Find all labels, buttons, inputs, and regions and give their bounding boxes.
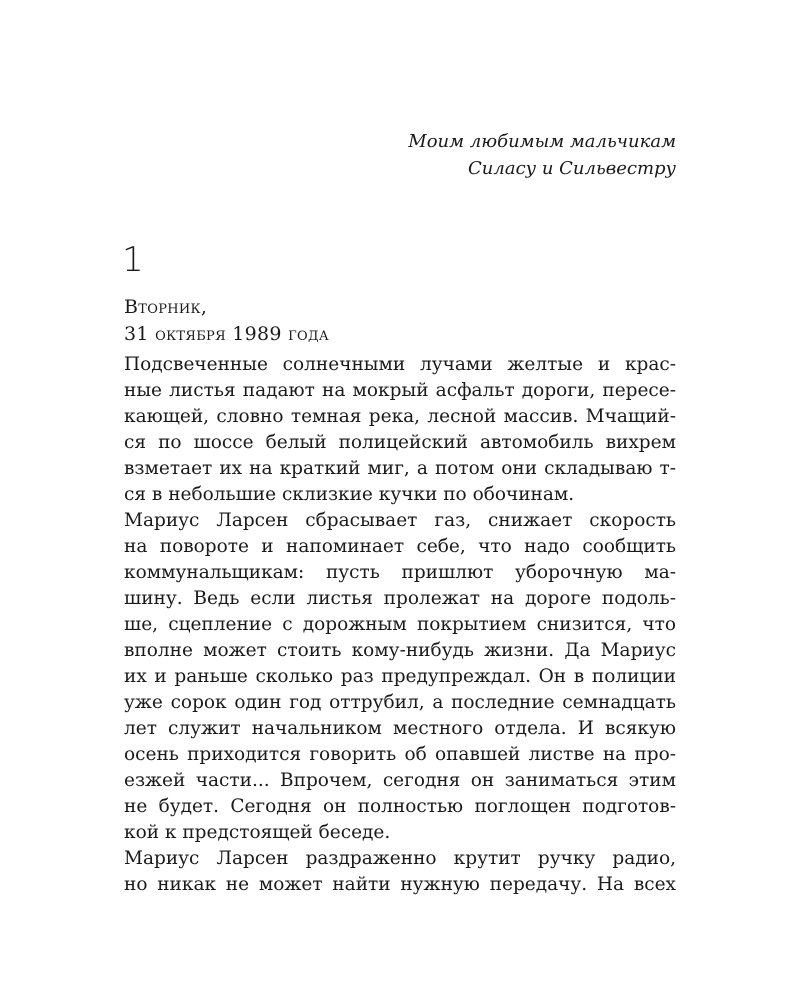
- text-line: коммунальщикам: пусть пришлют уборочную ма-: [124, 562, 676, 583]
- dedication: [408, 128, 676, 182]
- chapter-date-line-2: 31 октября 1989 года: [124, 323, 330, 345]
- text-line: езжей части... Впрочем, сегодня он заниматься этим: [124, 770, 676, 791]
- text-line: лет служит начальником местного отдела. И всякую: [124, 718, 676, 739]
- dedication-line-2: Силасу и Сильвестру: [468, 158, 676, 179]
- text-line: ся по шоссе белый полицейский автомобиль вихрем: [124, 432, 676, 453]
- chapter-body-text: [124, 352, 676, 898]
- text-line: кающей, словно темная река, лесной массив. Мчащий-: [124, 406, 676, 427]
- text-line: кой к предстоящей беседе.: [124, 822, 391, 843]
- text-line: Мариус Ларсен раздраженно крутит ручку радио,: [124, 848, 676, 869]
- text-line: ся в небольшие склизкие кучки по обочинам.: [124, 484, 575, 505]
- text-line: взметает их на краткий миг, а потом они складываю т-: [124, 458, 676, 479]
- chapter-number: 1: [122, 240, 144, 280]
- text-line: их и раньше сколько раз предупреждал. Он в полиции: [124, 666, 676, 687]
- chapter-date-line-1: Вторник,: [124, 296, 208, 318]
- text-line: ные листья падают на мокрый асфальт дороги, пересе-: [124, 380, 676, 401]
- text-line: уже сорок один год оттрубил, а последние семнадцать: [124, 692, 676, 713]
- text-line: Мариус Ларсен сбрасывает газ, снижает скорость: [124, 510, 676, 531]
- text-line: ше, сцепление с дорожным покрытием снизится, что: [124, 614, 676, 635]
- chapter-date-heading: [124, 294, 329, 348]
- text-line: осень приходится говорить об опавшей листве на про-: [124, 744, 676, 765]
- text-line: на повороте и напоминает себе, что надо сообщить: [124, 536, 676, 557]
- text-line: вполне может стоить кому-нибудь жизни. Да Мариус: [124, 640, 676, 661]
- text-line: шину. Ведь если листья пролежат на дороге подоль-: [124, 588, 676, 609]
- text-line: не будет. Сегодня он полностью поглощен подготов-: [124, 796, 676, 817]
- dedication-line-1: Моим любимым мальчикам: [408, 131, 676, 152]
- text-line: Подсвеченные солнечными лучами желтые и крас-: [124, 354, 676, 375]
- text-line: но никак не может найти нужную передачу. На всех: [124, 874, 676, 895]
